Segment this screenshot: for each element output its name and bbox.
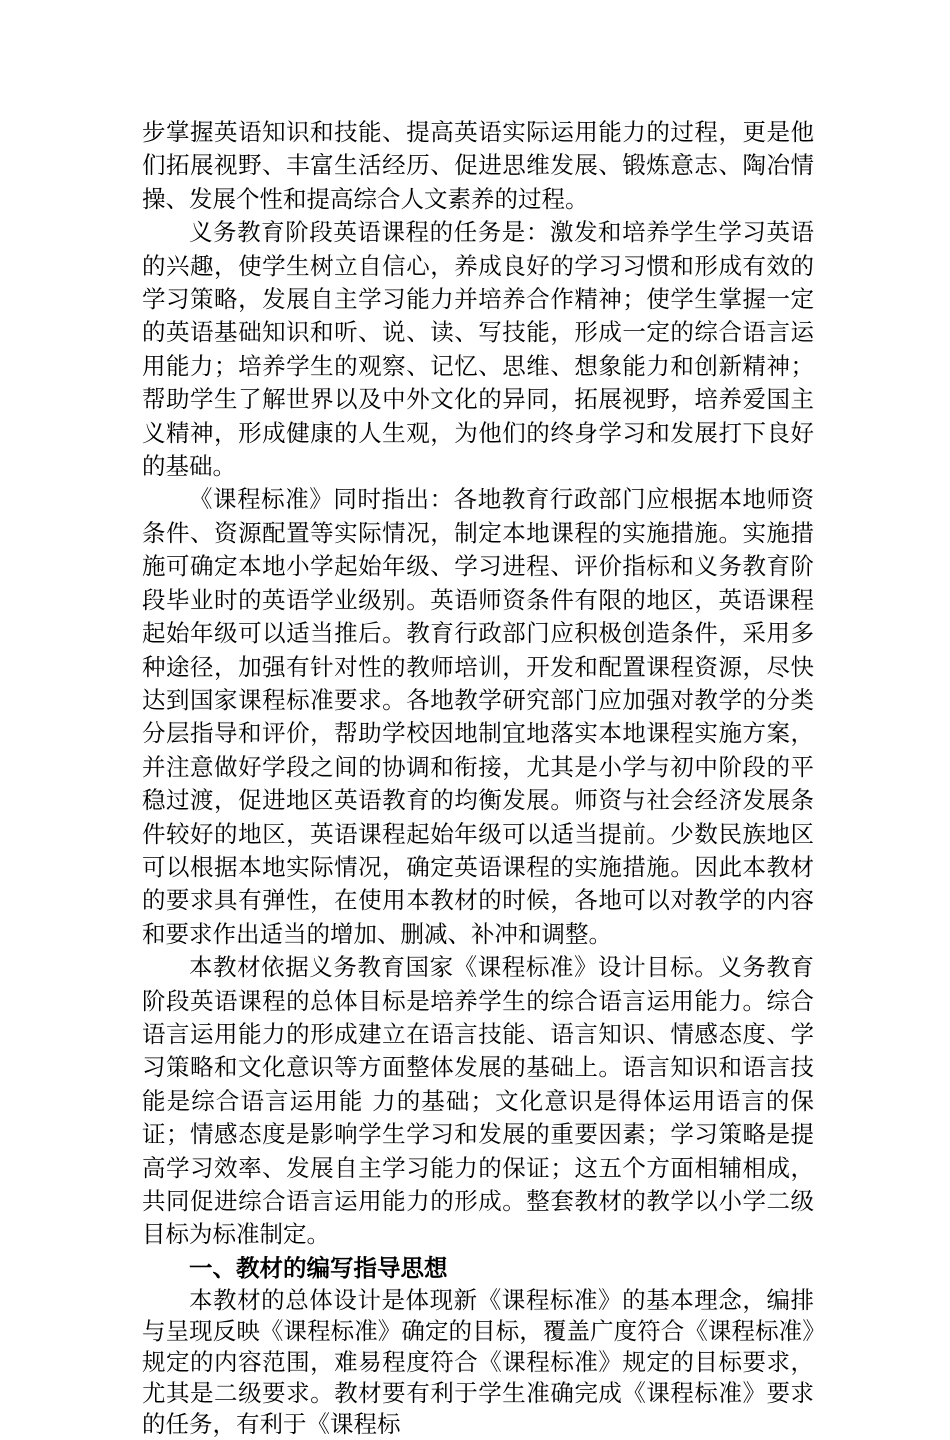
paragraph-course-tasks: 义务教育阶段英语课程的任务是：激发和培养学生学习英语的兴趣，使学生树立自信心，养成良好的学习习惯和形成有效的学习策略，发展自主学习能力并培养合作精神；使学生掌握一定的英语基础知识和听、说、读、写技能，形成一定的综合语言运用能力；培养学生的观察、记忆、思维、想象能力和创新精神；帮助学生了解世界以及中外文化的异同，拓展视野，培养爱国主义精神，形成健康的人生观，为他们的终身学习和发展打下良好的基础。 (142, 218, 814, 481)
section-heading: 一、教材的编写指导思想 (189, 1253, 448, 1282)
paragraph-standards-implementation: 《课程标准》同时指出：各地教育行政部门应根据本地师资条件、资源配置等实际情况，制定本地课程的实施措施。实施措施可确定本地小学起始年级、学习进程、评价指标和义务教育阶段毕业时的英语学业级别。英语师资条件有限的地区，英语课程起始年级可以适当推后。教育行政部门应积极创造条件，采用多种途径，加强有针对性的教师培训，开发和配置课程资源，尽快达到国家课程标准要求。各地教学研究部门应加强对教学的分类分层指导和评价，帮助学校因地制宜地落实本地课程实施方案，并注意做好学段之间的协调和衔接，尤其是小学与初中阶段的平稳过渡，促进地区英语教育的均衡发展。师资与社会经济发展条件较好的地区，英语课程起始年级可以适当提前。少数民族地区可以根据本地实际情况，确定英语课程的实施措施。因此本教材的要求具有弹性，在使用本教材的时候，各地可以对教学的内容和要求作出适当的增加、删减、补冲和调整。 (142, 485, 814, 948)
paragraph-continuation: 步掌握英语知识和技能、提高英语实际运用能力的过程，更是他们拓展视野、丰富生活经历、促进思维发展、锻炼意志、陶冶情操、发展个性和提高综合人文素养的过程。 (142, 118, 814, 213)
document-body (142, 116, 814, 1440)
paragraph-design-philosophy: 本教材的总体设计是体现新《课程标准》的基本理念，编排与呈现反映《课程标准》确定的目标，覆盖广度符合《课程标准》规定的内容范围，难易程度符合《课程标准》规定的目标要求，尤其是二级要求。教材要有利于学生准确完成《课程标准》要求的任务，有利于《课程标 (142, 1286, 814, 1439)
paragraph-course-goals: 本教材依据义务教育国家《课程标准》设计目标。义务教育阶段英语课程的总体目标是培养学生的综合语言运用能力。综合语言运用能力的形成建立在语言技能、语言知识、情感态度、学习策略和文化意识等方面整体发展的基础上。语言知识和语言技能是综合语言运用能 力的基础；文化意识是得体运用语言的保证；情感态度是影响学生学习和发展的重要因素；学习策略是提高学习效率、发展自主学习能力的保证；这五个方面相辅相成，共同促进综合语言运用能力的形成。整套教材的教学以小学二级目标为标准制定。 (142, 953, 814, 1249)
